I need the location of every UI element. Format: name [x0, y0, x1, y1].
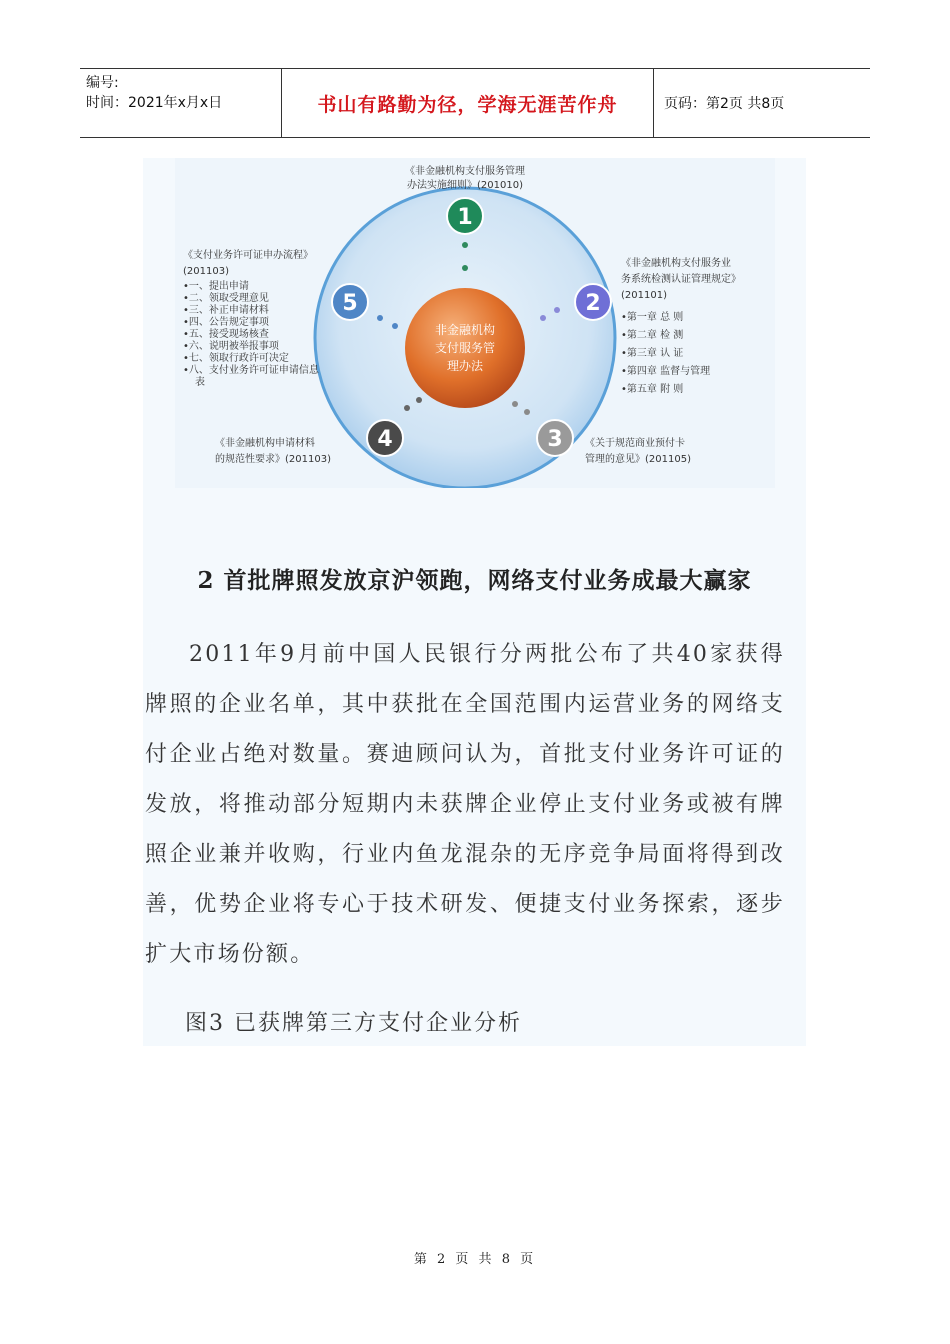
header-meta: [80, 69, 282, 137]
header-motto: 书山有路勤为径，学海无涯苦作舟: [282, 69, 654, 137]
node-5-label-2: (201103): [183, 266, 229, 277]
node-2-item-4: •第四章 监督与管理: [621, 366, 711, 377]
node-2-label-2: 务系统检测认证管理规定》: [621, 274, 741, 285]
code-label: 编号:: [86, 75, 119, 91]
node-5-number: 5: [342, 291, 358, 316]
figure-caption: 图3 已获牌第三方支付企业分析: [185, 1011, 522, 1036]
node-1-number: 1: [457, 205, 473, 230]
node-2-number: 2: [585, 291, 601, 316]
page-header: [80, 68, 870, 138]
center-line-2: 支付服务管: [434, 341, 496, 355]
section-title: 2 首批牌照发放京沪领跑，网络支付业务成最大赢家: [197, 567, 752, 594]
node-2-item-3: •第三章 认 证: [621, 348, 684, 359]
node-2-item-2: •第二章 检 测: [621, 330, 684, 341]
node-1-label-1: 《非金融机构支付服务管理: [405, 166, 525, 177]
header-page-label: 页码：第2页 共8页: [664, 96, 785, 112]
body-paragraph: [145, 630, 785, 980]
node-2-label-1: 《非金融机构支付服务业: [621, 258, 731, 269]
node-5-item-3: •三、补正申请材料: [183, 305, 269, 316]
diagram-svg: [175, 158, 775, 488]
node-2-item-5: •第五章 附 则: [621, 384, 684, 395]
paragraph-text: 2011年9月前中国人民银行分两批公布了共40家获得牌照的企业名单，其中获批在全国范围内运营业务的网络支付企业占绝对数量。赛迪顾问认为，首批支付业务许可证的发放，将推动部分短期内未获牌企业停止支付业务或被有牌照企业兼并收购，行业内鱼龙混杂的无序竞争局面将得到改善，优势企业将专心于技术研发、便捷支付业务探索，逐步扩大市场份额。: [145, 642, 785, 967]
node-5-item-8: •八、支付业务许可证申请信息: [183, 365, 319, 376]
node-4-label-2: 的规范性要求》(201103): [215, 454, 331, 465]
node-5-item-5: •五、接受现场核查: [183, 329, 269, 340]
node-3-label-1: 《关于规范商业预付卡: [585, 438, 685, 449]
regulation-diagram: [175, 158, 775, 488]
node-2-item-1: •第一章 总 则: [621, 312, 684, 323]
node-3-number: 3: [547, 427, 563, 452]
node-1-label-2: 办法实施细则》(201010): [407, 180, 523, 191]
node-3-label-2: 管理的意见》(201105): [585, 454, 691, 465]
node-5-item-7: •七、领取行政许可决定: [183, 353, 289, 364]
page-footer: 第 2 页 共 8 页: [413, 1252, 537, 1267]
node-5-item-9: 表: [195, 377, 205, 388]
center-line-3: 理办法: [446, 359, 484, 373]
node-5-item-1: •一、提出申请: [183, 281, 249, 292]
node-5-item-6: •六、说明被举报事项: [183, 341, 279, 352]
center-line-1: 非金融机构: [434, 323, 496, 337]
node-5-item-4: •四、公告规定事项: [183, 317, 269, 328]
node-5-label-1: 《支付业务许可证申办流程》: [183, 250, 313, 261]
node-2-label-3: (201101): [621, 290, 667, 301]
node-5-item-2: •二、领取受理意见: [183, 293, 269, 304]
time-label: 时间：2021年x月x日: [86, 95, 223, 111]
node-4-number: 4: [377, 427, 393, 452]
node-4-label-1: 《非金融机构申请材料: [215, 438, 315, 449]
